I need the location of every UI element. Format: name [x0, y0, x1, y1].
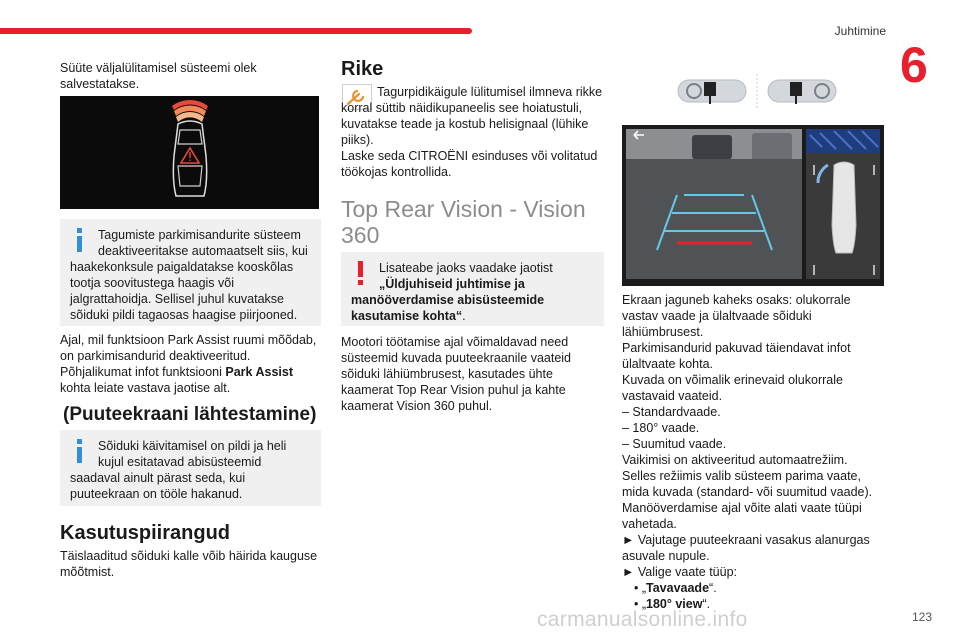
watermark-text: carmanualsonline.info	[537, 608, 748, 631]
park-assist-sentence-1: Ajal, mil funktsioon Park Assist ruumi mõõdab, on parkimisandurid deaktiveeritud.	[60, 333, 317, 363]
bullet-mark: • „	[634, 581, 647, 595]
col3-line-screen-split: Ekraan jaguneb kaheks osaks: olukorrale vastav vaade ja ülaltvaade sõiduki lähiümbrusest.	[622, 293, 851, 339]
paragraph-load-tilt: Täislaaditud sõiduki kalle võib häirida kauguse mõõtmist.	[60, 549, 318, 579]
info-icon	[72, 438, 88, 464]
paragraph-state-saved: Süüte väljalülitamisel süsteemi olek salvestatakse.	[60, 61, 257, 91]
info-note-startup-text: Sõiduki käivitamisel on pildi ja heli kujul esitatavad abisüsteemid saadaval ainult pärast seda, kui puuteekraan on tööle hakanud.	[70, 439, 287, 501]
heading-top-rear-vision: Top Rear Vision - Vision 360	[341, 196, 586, 248]
header-accent-bar	[0, 28, 472, 34]
bullet-standard-view	[622, 580, 890, 596]
park-assist-sentence-2a: Põhjalikumat infot funktsiooni	[60, 365, 226, 379]
exclamation-warning-icon	[353, 260, 369, 286]
bullet-standard-label: Tavavaade	[646, 581, 710, 595]
column3-text	[622, 292, 890, 612]
col3-line-standard-view: – Standardvaade.	[622, 405, 721, 419]
bullet-180-label: 180° view	[646, 597, 703, 611]
warning-note-text: Lisateabe jaoks vaadake jaotist	[379, 261, 553, 275]
camera-view-illustration	[622, 125, 884, 286]
paragraph-fault-warning: Tagurpidikäigule lülitumisel ilmneva rikke korral süttib näidikupaneelis see hoiatustuli, kuvatakse teade ja kostub helisignaal (lühike piiks).	[341, 85, 603, 147]
col3-line-change-view: Manööverdamise ajal võite alati vaate tüüpi vahetada.	[622, 501, 862, 531]
info-note-trailer	[60, 219, 321, 326]
rear-camera-screen-image	[622, 125, 884, 286]
col3-line-sensors: Parkimisandurid pakuvad täiendavat infot ülaltvaate kohta.	[622, 341, 851, 371]
col3-line-180-view: – 180° vaade.	[622, 421, 700, 435]
park-assist-bold: Park Assist	[225, 365, 294, 379]
warning-note-end: .	[462, 309, 466, 323]
park-assist-sentence-2c: kohta leiate vastava jaotise alt.	[60, 381, 231, 395]
col3-line-auto-mode: Vaikimisi on aktiveeritud automaatrežiim.	[622, 453, 848, 467]
col3-line-views: Kuvada on võimalik erinevaid olukorrale vastavaid vaateid.	[622, 373, 843, 403]
paragraph-camera-systems: Mootori töötamise ajal võimaldavad need süsteemid kuvada puuteekraanile vaateid sõiduki lähiümbrusest, kasutades ühte kaamerat Top Rear Vision puhul ja kahte kaamerat Vision 360 puhul.	[341, 335, 572, 413]
chapter-number: 6	[900, 37, 928, 93]
car-sensor-illustration	[60, 96, 319, 209]
col3-line-select-view: ► Valige vaate tüüp:	[622, 565, 737, 579]
rear-sensor-display-image	[60, 96, 319, 209]
heading-touchscreen-reset: (Puuteekraani lähtestamine)	[63, 404, 317, 425]
info-icon	[72, 227, 88, 253]
warning-note-general-guidelines	[341, 252, 604, 326]
bullet-mark: • „	[634, 597, 647, 611]
col3-line-zoom-view: – Suumitud vaade.	[622, 437, 727, 451]
heading-fault: Rike	[341, 58, 384, 80]
col3-line-press-button: ► Vajutage puuteekraani vasakus alanurgas asuvale nupule.	[622, 533, 870, 563]
info-note-trailer-text: Tagumiste parkimisandurite süsteem deaktiveeritakse automaatselt siis, kui haakekonksule paigaldatakse kooskõlas tootja soovitustega haagis või jalgrattahoidja. Sellisel juhul kuvatakse sõiduki pildi tagaosas haagise piirjooned.	[70, 228, 308, 322]
bullet-end: “.	[709, 581, 717, 595]
paragraph-contact-dealer: Laske seda CITROËNI esinduses või volitatud töökojas kontrollida.	[341, 149, 598, 179]
heading-usage-limits: Kasutuspiirangud	[60, 522, 231, 544]
paragraph-park-assist	[60, 332, 322, 396]
warning-note-bold: „Üldjuhiseid juhtimise ja manööverdamise abisüsteemide kasutamise kohta“	[351, 277, 545, 323]
camera-variants-illustration	[672, 74, 842, 110]
page-number: 123	[911, 610, 932, 624]
info-note-startup	[60, 430, 321, 506]
bullet-end: “.	[702, 597, 711, 611]
section-title: Juhtimine	[834, 24, 886, 38]
col3-line-best-view: Selles režiimis valib süsteem parima vaate, mida kuvada (standard- või suumitud vaade).	[622, 469, 873, 499]
